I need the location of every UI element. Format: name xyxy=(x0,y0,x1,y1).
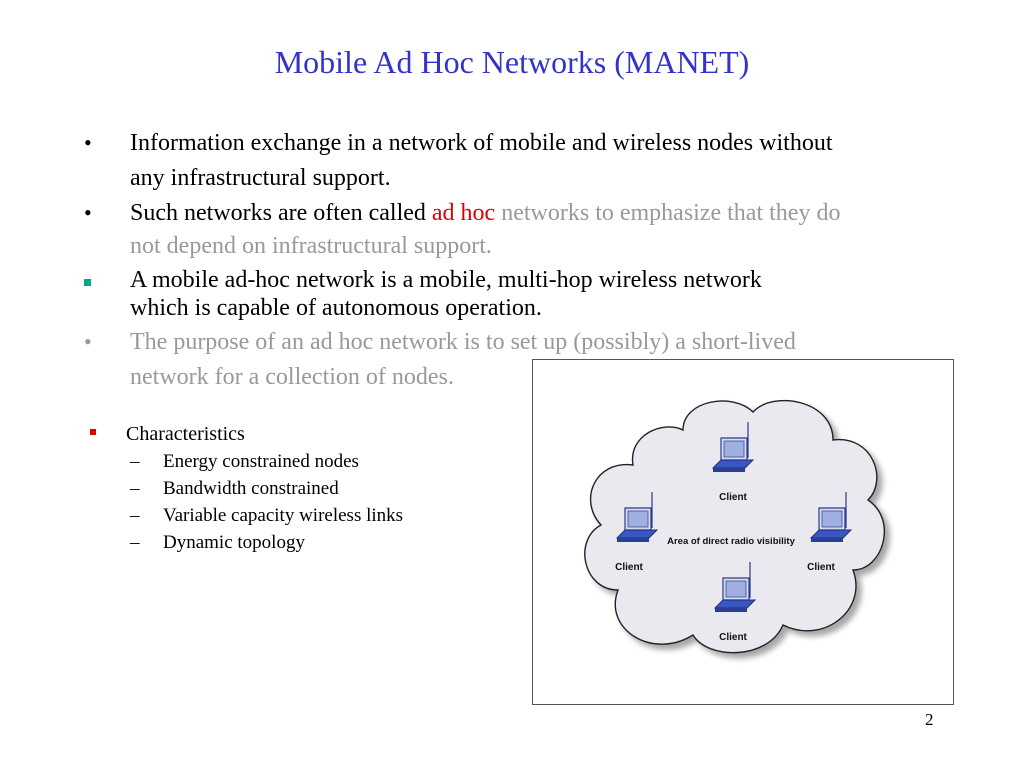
manet-diagram xyxy=(532,359,954,705)
dash-marker: – xyxy=(130,532,140,553)
bullet-marker: • xyxy=(84,130,92,155)
client-label-top: Client xyxy=(719,492,747,503)
bullet-4-line-1: The purpose of an ad hoc network is to set up (possibly) a short-lived xyxy=(130,329,796,355)
bullet-1-line-1: Information exchange in a network of mobile and wireless nodes without xyxy=(130,130,833,156)
client-label-right: Client xyxy=(807,562,835,573)
dash-marker: – xyxy=(130,505,140,526)
bullet-2-line-2: not depend on infrastructural support. xyxy=(130,233,492,259)
slide-title: Mobile Ad Hoc Networks (MANET) xyxy=(274,44,750,80)
bullet-2-line-1 xyxy=(130,196,840,230)
characteristics-heading: Characteristics xyxy=(126,423,245,445)
red-square-bullet-icon xyxy=(90,429,96,435)
characteristic-item: Energy constrained nodes xyxy=(163,451,359,472)
bullet-marker: • xyxy=(84,200,92,225)
manet-diagram-svg xyxy=(533,360,953,704)
bullet-2-prefix: Such networks are often called xyxy=(130,200,432,226)
characteristic-item: Variable capacity wireless links xyxy=(163,505,404,526)
characteristic-item: Bandwidth constrained xyxy=(163,478,339,499)
bullet-4-line-2: network for a collection of nodes. xyxy=(130,364,454,390)
bullet-3-line-1: A mobile ad-hoc network is a mobile, multi-hop wireless network xyxy=(130,267,762,293)
bullet-2-suffix: networks to emphasize that they do xyxy=(495,200,841,226)
radio-visibility-label: Area of direct radio visibility xyxy=(667,536,795,547)
bullet-3-line-2: which is capable of autonomous operation. xyxy=(130,295,542,321)
bullet-marker: • xyxy=(84,329,92,354)
bullet-1-line-2: any infrastructural support. xyxy=(130,165,391,191)
dash-marker: – xyxy=(130,478,140,499)
client-label-bottom: Client xyxy=(719,632,747,643)
page-number: 2 xyxy=(925,710,934,729)
ad-hoc-highlight: ad hoc xyxy=(431,200,496,226)
client-label-left: Client xyxy=(615,562,643,573)
characteristic-item: Dynamic topology xyxy=(163,532,305,553)
dash-marker: – xyxy=(130,451,140,472)
square-bullet-icon xyxy=(84,279,91,286)
